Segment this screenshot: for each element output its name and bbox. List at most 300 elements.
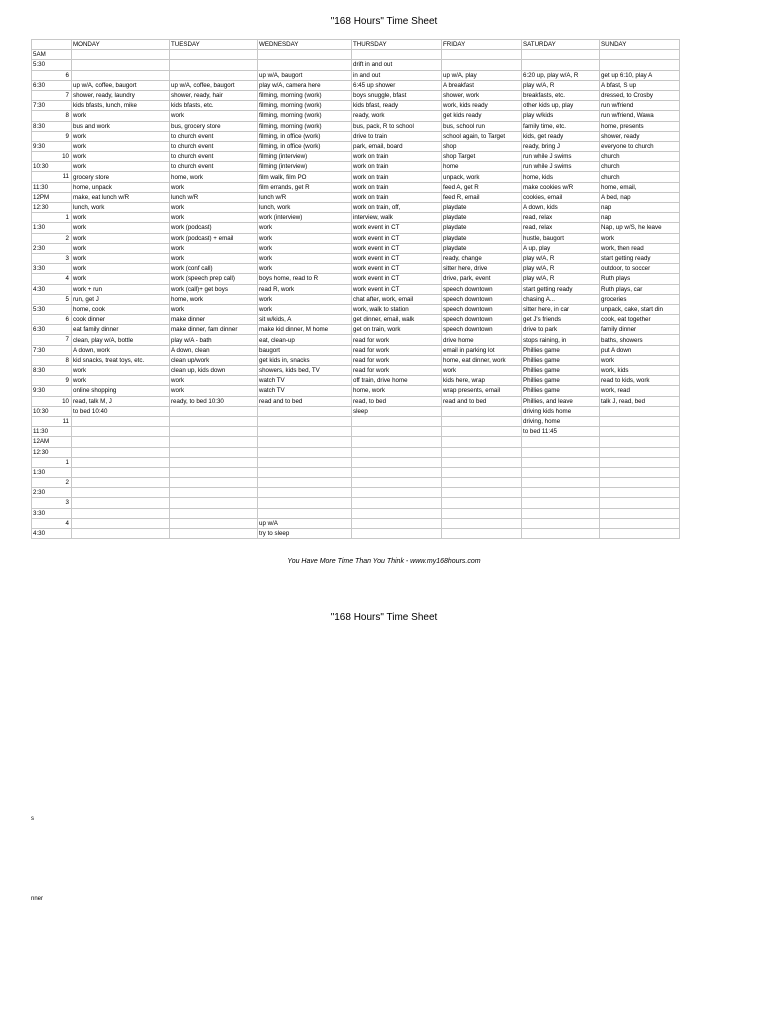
sheet-title-repeat: "168 Hours" Time Sheet — [330, 612, 438, 623]
activity-cell: work (podcast) + email — [170, 233, 258, 243]
activity-cell: work — [170, 182, 258, 192]
activity-cell — [522, 467, 600, 477]
activity-cell: work — [72, 274, 170, 284]
activity-cell — [72, 427, 170, 437]
activity-cell — [170, 427, 258, 437]
activity-cell: church — [600, 152, 680, 162]
table-row — [32, 80, 680, 90]
activity-cell — [442, 498, 522, 508]
activity-cell — [352, 457, 442, 467]
table-row — [32, 111, 680, 121]
activity-cell: Ruth plays, car — [600, 284, 680, 294]
activity-cell — [170, 529, 258, 539]
time-cell — [32, 60, 72, 70]
time-cell — [32, 213, 72, 223]
activity-cell: home, presents — [600, 121, 680, 131]
activity-cell — [522, 518, 600, 528]
table-row — [32, 437, 680, 447]
activity-cell: park, email, board — [352, 141, 442, 151]
activity-cell: grocery store — [72, 172, 170, 182]
activity-cell: home, kids — [522, 172, 600, 182]
activity-cell: kids bfast, ready — [352, 101, 442, 111]
activity-cell: read to kids, work — [600, 376, 680, 386]
activity-cell: get kids in, snacks — [258, 355, 352, 365]
time-cell — [32, 111, 72, 121]
time-cell — [32, 284, 72, 294]
time-cell — [32, 447, 72, 457]
hour-number: 5 — [65, 295, 69, 303]
activity-cell: lunch w/R — [258, 192, 352, 202]
activity-cell: dressed, to Crosby — [600, 90, 680, 100]
activity-cell — [442, 478, 522, 488]
activity-cell — [352, 427, 442, 437]
activity-cell: other kids up, play — [522, 101, 600, 111]
activity-cell — [600, 60, 680, 70]
activity-cell — [258, 467, 352, 477]
hour-number: 6 — [65, 316, 69, 324]
activity-cell: work — [258, 294, 352, 304]
activity-cell: up w/A, baugort — [258, 70, 352, 80]
time-cell — [32, 508, 72, 518]
activity-cell: playdate — [442, 213, 522, 223]
time-cell — [32, 192, 72, 202]
time-label: 2:30 — [33, 489, 46, 497]
activity-cell: play w/A, R — [522, 253, 600, 263]
activity-cell: clean up/work — [170, 355, 258, 365]
time-cell — [32, 355, 72, 365]
time-label: 7:30 — [33, 346, 46, 354]
activity-cell: play w/A, R — [522, 80, 600, 90]
activity-cell: filming (interview) — [258, 162, 352, 172]
time-cell — [32, 386, 72, 396]
activity-cell: baugort — [258, 345, 352, 355]
table-row — [32, 121, 680, 131]
time-label: 10:30 — [33, 407, 49, 415]
activity-cell: make dinner, fam dinner — [170, 325, 258, 335]
time-cell — [32, 518, 72, 528]
activity-cell — [352, 447, 442, 457]
activity-cell: groceries — [600, 294, 680, 304]
activity-cell: chasing A... — [522, 294, 600, 304]
time-cell — [32, 457, 72, 467]
activity-cell: wrap presents, email — [442, 386, 522, 396]
activity-cell: home, email, — [600, 182, 680, 192]
time-cell — [32, 406, 72, 416]
time-cell — [32, 437, 72, 447]
activity-cell: work on train — [352, 162, 442, 172]
activity-cell — [258, 488, 352, 498]
header-row — [32, 40, 680, 50]
activity-cell: watch TV — [258, 376, 352, 386]
activity-cell: kids bfasts, etc. — [170, 101, 258, 111]
activity-cell: shower, ready, hair — [170, 90, 258, 100]
table-row — [32, 396, 680, 406]
table-row — [32, 253, 680, 263]
activity-cell: work + run — [72, 284, 170, 294]
activity-cell — [258, 427, 352, 437]
hour-number: 8 — [65, 112, 69, 120]
activity-cell: work — [170, 243, 258, 253]
activity-cell — [600, 416, 680, 426]
activity-cell — [352, 508, 442, 518]
activity-cell: work, read — [600, 386, 680, 396]
table-row — [32, 90, 680, 100]
activity-cell — [170, 50, 258, 60]
activity-cell: showers, kids bed, TV — [258, 366, 352, 376]
time-label: 10:30 — [33, 163, 49, 171]
time-cell — [32, 80, 72, 90]
activity-cell: work (speech prep call) — [170, 274, 258, 284]
activity-cell: work on train — [352, 152, 442, 162]
activity-cell — [170, 478, 258, 488]
activity-cell: play w/A, R — [522, 264, 600, 274]
activity-cell: in and out — [352, 70, 442, 80]
activity-cell: home, work — [352, 386, 442, 396]
activity-cell: run w/friend — [600, 101, 680, 111]
time-label: 12AM — [33, 438, 50, 446]
activity-cell: film errands, get R — [258, 182, 352, 192]
table-row — [32, 304, 680, 314]
table-row — [32, 192, 680, 202]
activity-cell — [600, 478, 680, 488]
table-row — [32, 376, 680, 386]
table-row — [32, 366, 680, 376]
time-label: 12PM — [33, 193, 50, 201]
day-header: WEDNESDAY — [258, 40, 352, 50]
activity-cell — [72, 437, 170, 447]
activity-cell: drive to park — [522, 325, 600, 335]
activity-cell: filming, in office (work) — [258, 131, 352, 141]
activity-cell: filming, morning (work) — [258, 121, 352, 131]
activity-cell — [522, 508, 600, 518]
day-header: SATURDAY — [522, 40, 600, 50]
time-label: 1:30 — [33, 224, 46, 232]
activity-cell: read, to bed — [352, 396, 442, 406]
time-label: 5:30 — [33, 305, 46, 313]
day-header: MONDAY — [72, 40, 170, 50]
table-row — [32, 529, 680, 539]
sheet-title: "168 Hours" Time Sheet — [330, 16, 438, 27]
activity-cell — [352, 518, 442, 528]
activity-cell: read R, work — [258, 284, 352, 294]
activity-cell: up w/A, coffee, baugort — [170, 80, 258, 90]
time-cell — [32, 70, 72, 80]
clipped-text-fragment: nner — [31, 896, 44, 902]
table-row — [32, 467, 680, 477]
time-cell — [32, 274, 72, 284]
table-row — [32, 141, 680, 151]
time-cell — [32, 416, 72, 426]
table-row — [32, 162, 680, 172]
activity-cell: to church event — [170, 162, 258, 172]
time-cell — [32, 304, 72, 314]
activity-cell: work, walk to station — [352, 304, 442, 314]
time-cell — [32, 478, 72, 488]
activity-cell: kid snacks, treat toys, etc. — [72, 355, 170, 365]
activity-cell — [522, 529, 600, 539]
activity-cell: read for work — [352, 355, 442, 365]
activity-cell: A bfast, S up — [600, 80, 680, 90]
activity-cell — [600, 457, 680, 467]
activity-cell: work — [72, 264, 170, 274]
activity-cell: ready, to bed 10:30 — [170, 396, 258, 406]
activity-cell — [352, 50, 442, 60]
activity-cell: home, unpack — [72, 182, 170, 192]
activity-cell — [170, 416, 258, 426]
activity-cell — [72, 488, 170, 498]
time-label: 8:30 — [33, 367, 46, 375]
activity-cell: work event in CT — [352, 253, 442, 263]
activity-cell — [170, 488, 258, 498]
activity-cell: make dinner — [170, 315, 258, 325]
activity-cell: work event in CT — [352, 223, 442, 233]
activity-cell: Phillies game — [522, 376, 600, 386]
activity-cell: work — [170, 376, 258, 386]
activity-cell — [600, 467, 680, 477]
activity-cell: hustle, baugort — [522, 233, 600, 243]
activity-cell: work (call)+ get boys — [170, 284, 258, 294]
table-row — [32, 427, 680, 437]
activity-cell — [600, 529, 680, 539]
activity-cell: ready, change — [442, 253, 522, 263]
activity-cell: work — [170, 213, 258, 223]
time-cell — [32, 498, 72, 508]
activity-cell — [352, 498, 442, 508]
activity-cell: ready, bring J — [522, 141, 600, 151]
activity-cell: speech downtown — [442, 304, 522, 314]
activity-cell: work — [72, 366, 170, 376]
activity-cell: work — [170, 111, 258, 121]
activity-cell: family dinner — [600, 325, 680, 335]
activity-cell: home, eat dinner, work — [442, 355, 522, 365]
activity-cell: play w/A, R — [522, 274, 600, 284]
day-header: FRIDAY — [442, 40, 522, 50]
activity-cell — [170, 457, 258, 467]
hour-number: 7 — [65, 336, 69, 344]
activity-cell — [522, 60, 600, 70]
activity-cell: talk J, read, bed — [600, 396, 680, 406]
activity-cell: work — [72, 376, 170, 386]
activity-cell — [72, 508, 170, 518]
table-row — [32, 294, 680, 304]
hour-number: 1 — [65, 214, 69, 222]
time-label: 6:30 — [33, 326, 46, 334]
activity-cell: playdate — [442, 203, 522, 213]
activity-cell: A up, play — [522, 243, 600, 253]
activity-cell: to church event — [170, 152, 258, 162]
activity-cell: work — [258, 304, 352, 314]
activity-cell: read, relax — [522, 223, 600, 233]
time-cell — [32, 90, 72, 100]
time-cell — [32, 101, 72, 111]
time-cell — [32, 131, 72, 141]
hour-number: 7 — [65, 91, 69, 99]
activity-cell: A down, kids — [522, 203, 600, 213]
table-row — [32, 447, 680, 457]
activity-cell: clean up, kids down — [170, 366, 258, 376]
activity-cell: drive home — [442, 335, 522, 345]
activity-cell: driving kids home — [522, 406, 600, 416]
activity-cell: online shopping — [72, 386, 170, 396]
activity-cell — [600, 488, 680, 498]
activity-cell — [352, 437, 442, 447]
table-row — [32, 213, 680, 223]
activity-cell — [72, 518, 170, 528]
time-cell — [32, 488, 72, 498]
activity-cell: Phillies game — [522, 345, 600, 355]
activity-cell: get kids ready — [442, 111, 522, 121]
activity-cell: sleep — [352, 406, 442, 416]
table-row — [32, 416, 680, 426]
activity-cell: A breakfast — [442, 80, 522, 90]
hour-number: 2 — [65, 234, 69, 242]
activity-cell: work — [258, 253, 352, 263]
activity-cell: work, then read — [600, 243, 680, 253]
time-cell — [32, 223, 72, 233]
activity-cell: cook, eat together — [600, 315, 680, 325]
activity-cell — [600, 427, 680, 437]
activity-cell — [170, 447, 258, 457]
activity-cell: get J's friends — [522, 315, 600, 325]
activity-cell: work — [72, 253, 170, 263]
activity-cell: get on train, work — [352, 325, 442, 335]
activity-cell: work event in CT — [352, 274, 442, 284]
hour-number: 4 — [65, 519, 69, 527]
time-label: 4:30 — [33, 285, 46, 293]
activity-cell: work — [72, 223, 170, 233]
activity-cell: driving, home — [522, 416, 600, 426]
activity-cell — [258, 508, 352, 518]
activity-cell: read, relax — [522, 213, 600, 223]
hour-number: 11 — [62, 173, 69, 181]
time-label: 5:30 — [33, 61, 46, 69]
activity-cell: to church event — [170, 131, 258, 141]
activity-cell — [258, 457, 352, 467]
table-row — [32, 101, 680, 111]
day-header: THURSDAY — [352, 40, 442, 50]
activity-cell — [442, 406, 522, 416]
activity-cell: make cookies w/R — [522, 182, 600, 192]
time-label: 12:30 — [33, 448, 49, 456]
time-cell — [32, 253, 72, 263]
activity-cell: boys home, read to R — [258, 274, 352, 284]
time-label: 3:30 — [33, 265, 46, 273]
activity-cell: start getting ready — [600, 253, 680, 263]
activity-cell: speech downtown — [442, 294, 522, 304]
activity-cell: run while J swims — [522, 152, 600, 162]
activity-cell: drive to train — [352, 131, 442, 141]
time-column-header — [32, 40, 72, 50]
activity-cell: work event in CT — [352, 284, 442, 294]
activity-cell: put A down — [600, 345, 680, 355]
table-row — [32, 406, 680, 416]
time-cell — [32, 294, 72, 304]
activity-cell — [72, 416, 170, 426]
time-cell — [32, 264, 72, 274]
activity-cell — [170, 406, 258, 416]
time-label: 12:30 — [33, 204, 49, 212]
activity-cell — [522, 498, 600, 508]
activity-cell: filming, in office (work) — [258, 141, 352, 151]
activity-cell: work — [600, 355, 680, 365]
hour-number: 2 — [65, 479, 69, 487]
activity-cell — [258, 50, 352, 60]
hour-number: 4 — [65, 275, 69, 283]
activity-cell: filming, morning (work) — [258, 90, 352, 100]
activity-cell: to bed 10:40 — [72, 406, 170, 416]
activity-cell: church — [600, 172, 680, 182]
activity-cell — [600, 406, 680, 416]
activity-cell — [522, 50, 600, 60]
activity-cell — [258, 447, 352, 457]
activity-cell: work — [170, 203, 258, 213]
time-cell — [32, 376, 72, 386]
activity-cell: playdate — [442, 243, 522, 253]
activity-cell: work — [170, 304, 258, 314]
activity-cell: ready, work — [352, 111, 442, 121]
activity-cell: unpack, work — [442, 172, 522, 182]
activity-cell: work — [170, 386, 258, 396]
time-cell — [32, 172, 72, 182]
activity-cell: watch TV — [258, 386, 352, 396]
time-cell — [32, 50, 72, 60]
activity-cell — [72, 50, 170, 60]
table-row — [32, 243, 680, 253]
activity-cell: read and to bed — [442, 396, 522, 406]
time-label: 9:30 — [33, 142, 46, 150]
activity-cell: play w/A - bath — [170, 335, 258, 345]
activity-cell — [442, 529, 522, 539]
activity-cell: work — [258, 223, 352, 233]
table-row — [32, 60, 680, 70]
time-cell — [32, 152, 72, 162]
activity-cell — [72, 60, 170, 70]
activity-cell — [72, 478, 170, 488]
hour-number: 10 — [62, 397, 69, 405]
activity-cell: try to sleep — [258, 529, 352, 539]
activity-cell — [352, 488, 442, 498]
activity-cell — [72, 447, 170, 457]
activity-cell — [170, 60, 258, 70]
table-row — [32, 172, 680, 182]
activity-cell: read, talk M, J — [72, 396, 170, 406]
activity-cell: cook dinner — [72, 315, 170, 325]
activity-cell: shower, ready, laundry — [72, 90, 170, 100]
activity-cell: 6:45 up shower — [352, 80, 442, 90]
activity-cell: chat after, work, email — [352, 294, 442, 304]
table-row — [32, 152, 680, 162]
hour-number: 11 — [62, 417, 69, 425]
activity-cell: work — [442, 366, 522, 376]
sheet-body — [32, 50, 680, 539]
activity-cell: Ruth plays — [600, 274, 680, 284]
activity-cell: A bed, nap — [600, 192, 680, 202]
activity-cell: school again, to Target — [442, 131, 522, 141]
hour-number: 8 — [65, 356, 69, 364]
activity-cell: everyone to church — [600, 141, 680, 151]
time-cell — [32, 366, 72, 376]
table-row — [32, 498, 680, 508]
activity-cell: outdoor, to soccer — [600, 264, 680, 274]
activity-cell: filming, morning (work) — [258, 101, 352, 111]
table-row — [32, 457, 680, 467]
activity-cell: home, cook — [72, 304, 170, 314]
activity-cell — [170, 518, 258, 528]
activity-cell — [522, 478, 600, 488]
activity-cell: work — [72, 131, 170, 141]
activity-cell: cookies, email — [522, 192, 600, 202]
activity-cell: get up 6:10, play A — [600, 70, 680, 80]
